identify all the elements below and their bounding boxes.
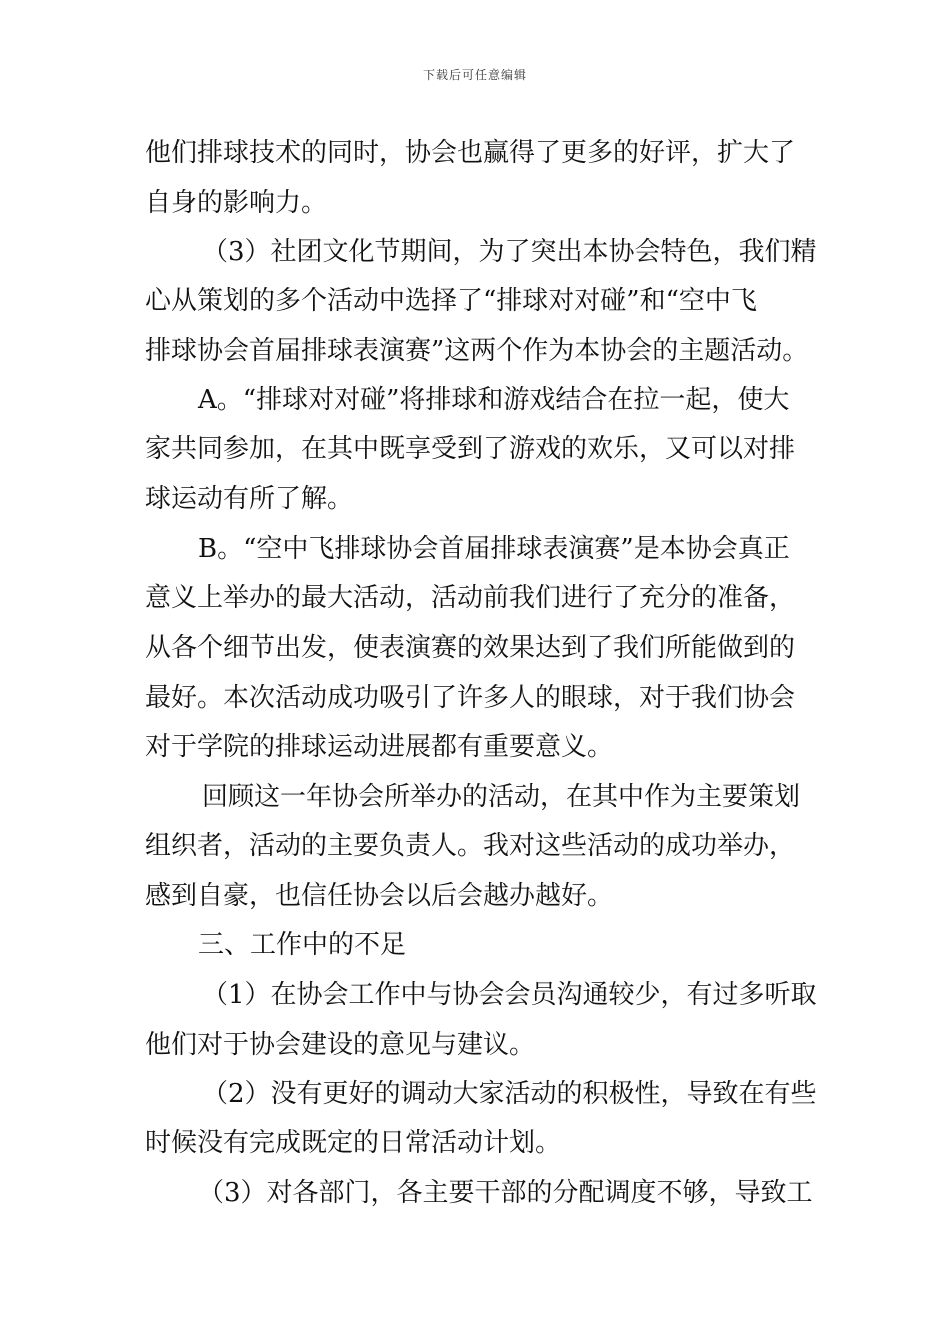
body-line: 家共同参加，在其中既享受到了游戏的欢乐，又可以对排	[145, 434, 796, 464]
body-line: 排球协会首届排球表演赛”这两个作为本协会的主题活动。	[145, 336, 809, 366]
section-heading: 三、工作中的不足	[198, 930, 407, 960]
body-line: （3）社团文化节期间，为了突出本协会特色，我们精	[202, 237, 817, 267]
body-line: 球运动有所了解。	[145, 484, 354, 514]
body-line: 心从策划的多个活动中选择了“排球对对碰”和“空中飞	[145, 286, 757, 316]
body-line: （2）没有更好的调动大家活动的积极性，导致在有些	[202, 1079, 817, 1109]
body-line: 自身的影响力。	[145, 188, 328, 218]
body-line: 他们对于协会建设的意见与建议。	[145, 1030, 536, 1060]
body-line: 他们排球技术的同时，协会也赢得了更多的好评，扩大了	[145, 138, 796, 168]
body-line: 组织者，活动的主要负责人。我对这些活动的成功举办，	[145, 831, 796, 861]
body-line: （1）在协会工作中与协会会员沟通较少，有过多听取	[202, 980, 817, 1010]
body-line: 感到自豪，也信任协会以后会越办越好。	[145, 881, 614, 911]
body-line: A。“排球对对碰”将排球和游戏结合在拉一起，使大	[198, 385, 790, 415]
body-line: B。“空中飞排球协会首届排球表演赛”是本协会真正	[198, 534, 790, 564]
body-line: 从各个细节出发，使表演赛的效果达到了我们所能做到的	[145, 633, 796, 663]
page-header: 下载后可任意编辑	[422, 68, 527, 82]
body-line: 回顾这一年协会所举办的活动，在其中作为主要策划	[202, 782, 801, 812]
body-line: 对于学院的排球运动进展都有重要意义。	[145, 732, 614, 762]
body-line: 意义上举办的最大活动，活动前我们进行了充分的准备，	[145, 583, 796, 613]
body-line: （3）对各部门，各主要干部的分配调度不够，导致工	[198, 1178, 813, 1208]
body-line: 最好。本次活动成功吸引了许多人的眼球，对于我们协会	[145, 683, 796, 713]
body-line: 时候没有完成既定的日常活动计划。	[145, 1128, 562, 1158]
